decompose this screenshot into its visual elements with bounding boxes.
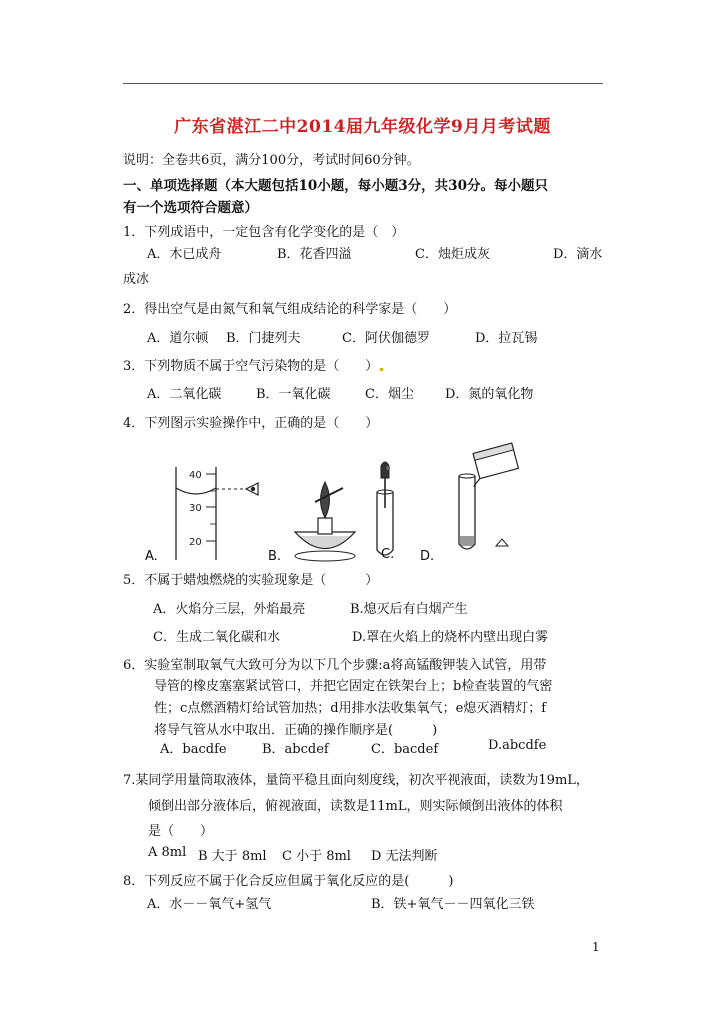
q3-option-c: C．烟尘: [365, 387, 414, 402]
q5-option-b: B.熄灭后有白烟产生: [350, 602, 468, 617]
figure-label-b: B.: [268, 549, 282, 564]
q8-option-b: B．铁+氧气－－四氧化三铁: [371, 897, 535, 912]
figure-label-a: A.: [145, 549, 158, 564]
q4-figure: [140, 440, 540, 565]
figure-a-cylinder: [176, 467, 244, 560]
exam-note: 说明：全卷共6页，满分100分，考试时间60分钟。: [123, 153, 420, 168]
section-heading-line1: 一、单项选择题（本大题包括10小题，每小题3分，共30分。每小题只: [123, 178, 548, 194]
q5-stem: 5．不属于蜡烛燃烧的实验现象是（ ）: [123, 573, 379, 588]
q6-line3: 性；c点燃酒精灯给试管加热；d用排水法收集氧气；e熄灭酒精灯；f: [154, 701, 547, 716]
figure-b-alcohol-lamp: [295, 482, 355, 561]
q2-option-b: B．门捷列夫: [226, 331, 301, 346]
q1-option-d-cont: 成冰: [123, 272, 150, 287]
q6-option-c: C．bacdef: [371, 742, 439, 757]
cylinder-tick-20: 20: [189, 537, 202, 548]
q7-option-d: D 无法判断: [371, 849, 438, 864]
q8-stem: 8．下列反应不属于化合反应但属于氧化反应的是( ): [123, 874, 454, 889]
q3-option-a: A．二氧化碳: [147, 387, 222, 402]
q3-stem: 3．下列物质不属于空气污染物的是（ ）: [123, 359, 379, 374]
q6-option-d: D.abcdfe: [488, 738, 547, 753]
q7-option-b: B 大于 8ml: [198, 849, 267, 864]
header-rule: [123, 83, 603, 84]
q7-option-a: A 8ml: [148, 845, 187, 860]
q1-option-d: D．滴水: [553, 247, 603, 262]
eye-icon: [246, 483, 258, 495]
q5-option-a: A．火焰分三层，外焰最亮: [153, 602, 306, 617]
cylinder-tick-30: 30: [189, 503, 202, 514]
q2-option-c: C．阿伏伽德罗: [342, 331, 430, 346]
q2-option-d: D．拉瓦锡: [475, 331, 538, 346]
figure-label-d: D.: [420, 549, 435, 564]
page-number: 1: [592, 940, 600, 954]
q6-line2: 导管的橡皮塞塞紧试管口，并把它固定在铁架台上；b检查装置的气密: [154, 679, 553, 694]
q6-option-a: A．bacdfe: [160, 742, 227, 757]
q7-line1: 7.某同学用量筒取液体，量筒平稳且面向刻度线，初次平视液面，读数为19mL，: [123, 773, 589, 788]
figure-d-pouring: [459, 443, 520, 549]
q7-option-c: C 小于 8ml: [282, 849, 351, 864]
q2-option-a: A．道尔顿: [147, 331, 209, 346]
q1-option-a: A．木已成舟: [147, 247, 222, 262]
q3-option-b: B．一氧化碳: [256, 387, 331, 402]
figure-label-c: C.: [381, 547, 395, 562]
q6-option-b: B．abcdef: [262, 742, 329, 757]
section-heading-line2: 有一个选项符合题意）: [123, 200, 258, 216]
q8-option-a: A．水－－氧气+氢气: [147, 897, 272, 912]
cylinder-tick-40: 40: [189, 470, 202, 481]
q3-option-d: D．氮的氧化物: [445, 387, 534, 402]
q7-line2: 倾倒出部分液体后，俯视液面，读数是11mL，则实际倾倒出液体的体积: [148, 799, 563, 814]
figure-c-dropper-test-tube: [377, 462, 393, 555]
q7-line3: 是（ ）: [148, 824, 214, 839]
q4-stem: 4．下列图示实验操作中，正确的是（ ）: [123, 416, 379, 431]
q5-option-d: D.罩在火焰上的烧杯内壁出现白雾: [352, 630, 549, 645]
stray-dot: [380, 368, 383, 371]
page-title: 广东省湛江二中2014届九年级化学9月月考试题: [174, 117, 551, 137]
q2-stem: 2．得出空气是由氮气和氧气组成结论的科学家是（ ）: [123, 302, 457, 317]
q6-line1: 6．实验室制取氧气大致可分为以下几个步骤:a将高锰酸钾装入试管，用带: [123, 658, 547, 673]
q1-option-c: C．烛炬成灰: [415, 247, 490, 262]
q5-option-c: C．生成二氧化碳和水: [153, 630, 280, 645]
q1-option-b: B．花香四溢: [277, 247, 352, 262]
q6-line4: 将导气管从水中取出．正确的操作顺序是( ): [154, 723, 438, 738]
q1-stem: 1．下列成语中，一定包含有化学变化的是（ ）: [123, 225, 405, 240]
